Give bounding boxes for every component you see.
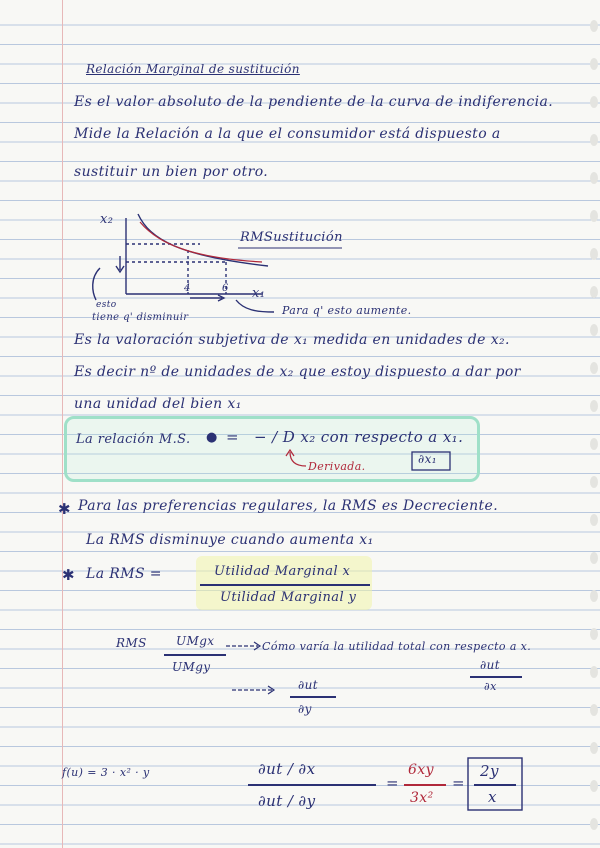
y-axis-label: x₂ (100, 212, 114, 227)
example-eq-2: = (452, 774, 465, 792)
para2-line2: Es decir nº de unidades de x₂ que estoy dispuesto a dar por (74, 364, 521, 380)
bullet-icon: ● (206, 430, 218, 445)
example-res-line (474, 784, 516, 786)
example-mid-num: 6xy (408, 762, 434, 778)
frac2-den: ∂y (298, 702, 312, 716)
frac2-num: ∂ut (298, 678, 318, 692)
rms-detail-note: Cómo varía la utilidad total con respecto a x. (262, 640, 532, 653)
example-mid-den: 3x² (410, 790, 434, 806)
tick-4: 4 (184, 283, 191, 294)
note-frac-num: ∂ut (480, 658, 500, 672)
para1-line3: sustituir un bien por otro. (74, 164, 269, 180)
example-lhs-den: ∂ut / ∂y (258, 792, 316, 810)
derivada-note: Derivada. (308, 460, 366, 473)
rms-detail-num: UMgx (176, 634, 215, 648)
rms-detail-den: UMgy (172, 660, 211, 674)
boxed-dx1: ∂x₁ (418, 452, 437, 466)
para2-line1: Es la valoración subjetiva de x₁ medida en unidades de x₂. (74, 332, 510, 348)
rms-denominator: Utilidad Marginal y (220, 590, 357, 605)
example-res-den: x (488, 788, 497, 806)
left-note-1: esto (96, 300, 117, 310)
page-title: Relación Marginal de sustitución (86, 62, 300, 76)
para1-line2: Mide la Relación a la que el consumidor está dispuesto a (74, 126, 501, 142)
example-res-num: 2y (480, 762, 499, 780)
note-frac-den: ∂x (484, 680, 497, 693)
para1-line1: Es el valor absoluto de la pendiente de la curva de indiferencia. (74, 94, 554, 110)
example-eq-1: = (386, 774, 399, 792)
example-lhs-num: ∂ut / ∂x (258, 760, 316, 778)
x-axis-label: x₁ (252, 286, 266, 301)
rms-lhs: La RMS = (86, 566, 162, 582)
example-label: f(u) = 3 · x² · y (62, 766, 150, 779)
tick-6: 6 (222, 283, 229, 294)
rms-numerator: Utilidad Marginal x (214, 564, 351, 579)
left-note-2: tiene q' disminuir (92, 312, 189, 323)
asterisk-icon-2: ✱ (62, 566, 75, 584)
formula-rhs: − / D x₂ con respecto a x₁. (254, 428, 464, 446)
formula-lhs: La relación M.S. (76, 432, 191, 447)
formula-eq: = (226, 428, 239, 446)
para2-line3: una unidad del bien x₁ (74, 396, 242, 412)
asterisk-icon: ✱ (58, 500, 71, 518)
para3-line2: La RMS disminuye cuando aumenta x₁ (86, 532, 374, 548)
rms-detail-label: RMS (116, 636, 147, 650)
right-note: Para q' esto aumente. (282, 304, 412, 317)
para3-line1: Para las preferencias regulares, la RMS es Decreciente. (78, 498, 499, 514)
curve-label: RMSustitución (240, 230, 343, 245)
